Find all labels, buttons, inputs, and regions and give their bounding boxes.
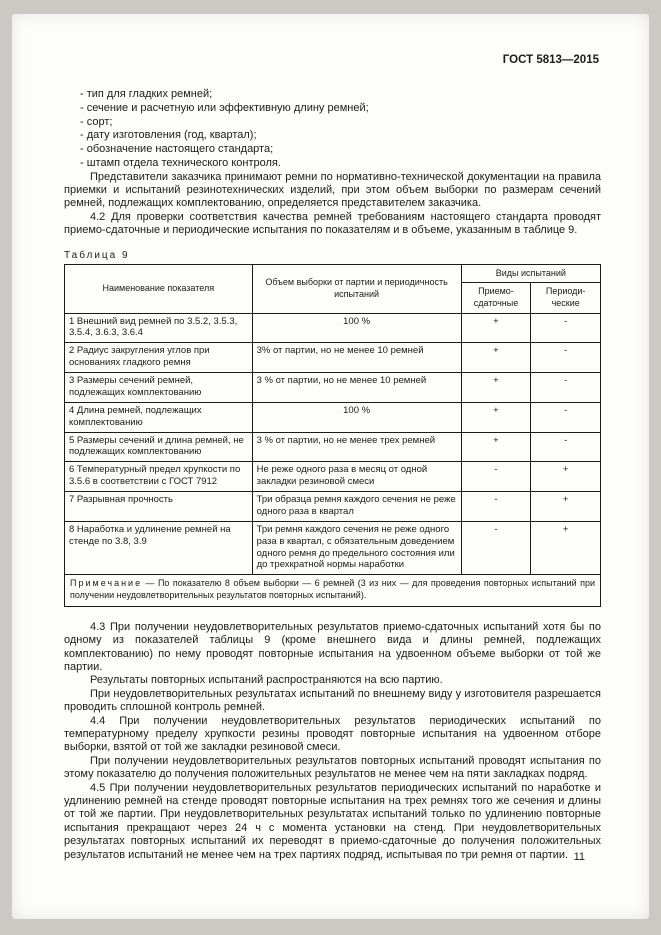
table-row xyxy=(65,521,601,575)
note-label: Примечание xyxy=(70,578,143,589)
paragraph-customer-acceptance: Представители заказчика принимают ремни по нормативно-технической документации на правила приемки и испытаний резинотехнических изделий, при этом объем выборки по размерам сечений ремней, подлежащих комплектованию, определяется представителем заказчика. xyxy=(64,170,601,210)
list-item: - штамп отдела технического контроля. xyxy=(80,156,281,169)
list-item: - тип для гладких ремней; xyxy=(80,88,213,100)
cell-indicator: 6 Температурный предел хрупкости по 3.5.6 в соответствии с ГОСТ 7912 xyxy=(65,462,253,492)
header-periodic-tests: Периоди-ческие xyxy=(531,283,601,313)
cell-indicator: 7 Разрывная прочность xyxy=(65,492,253,522)
document-page xyxy=(12,14,649,919)
cell-acceptance: - xyxy=(461,462,531,492)
cell-acceptance: + xyxy=(461,343,531,373)
table-row xyxy=(65,402,601,432)
cell-indicator: 2 Радиус закругления углов при основаниях гладкого ремня xyxy=(65,343,253,373)
cell-periodic: - xyxy=(531,313,601,343)
note-text: — По показателю 8 объем выборки — 6 ремней (3 из них — для проведения повторных испытаний при получении неудовлетворительных результатов повторных испытаний). xyxy=(70,578,595,601)
table-row xyxy=(65,343,601,373)
header-test-types-group: Виды испытаний xyxy=(461,264,600,283)
cell-periodic: + xyxy=(531,521,601,575)
cell-periodic: - xyxy=(531,432,601,462)
list-item: - дату изготовления (год, квартал); xyxy=(80,129,257,142)
cell-periodic: - xyxy=(531,402,601,432)
cell-acceptance: + xyxy=(461,402,531,432)
cell-volume: Три ремня каждого сечения не реже одного раза в квартал, с обязательным доведением одного ремня до предельного состояния или до трехкратной нормы наработки xyxy=(252,521,461,575)
paragraph-repeat-tests: При получении неудовлетворительных результатов повторных испытаний проводят испытания по этому показателю до получения положительных результатов не менее чем на пяти закладках подряд. xyxy=(64,754,601,781)
cell-periodic: - xyxy=(531,373,601,403)
cell-indicator: 5 Размеры сечений и длина ремней, не подлежащих комплектованию xyxy=(65,432,253,462)
paragraph-4-2: 4.2 Для проверки соответствия качества ремней требованиям настоящего стандарта проводят приемо-сдаточные и периодические испытания по показателям и в объеме, указанным в таблице 9. xyxy=(64,210,601,237)
list-item: - обозначение настоящего стандарта; xyxy=(80,143,274,155)
table-row xyxy=(65,313,601,343)
cell-acceptance: + xyxy=(461,313,531,343)
cell-periodic: + xyxy=(531,462,601,492)
paragraph-4-5: 4.5 При получении неудовлетворительных результатов периодических испытаний по наработке и удлинению ремней на стенде проводят повторные испытания на трех ремнях того же сечения и длины от той же партии. При неудовлетворительных результатах испытаний только по удлинению повторные испытания прекращают через 24 ч с момента установки на стенд. При неудовлетворительных результатах повторных испытаний их переводят в приемо-сдаточные до получения положительных результатов испытаний не менее чем на трех партиях подряд, испытывая по три ремня от партии. xyxy=(64,781,601,861)
cell-volume: 3 % от партии, но не менее 10 ремней xyxy=(252,373,461,403)
paragraph-4-4: 4.4 При получении неудовлетворительных результатов периодических испытаний по температурному пределу хрупкости резины проводят повторные испытания на удвоенном отборе выборки, взятой от той же закладки резиновой смеси. xyxy=(64,714,601,754)
paragraph-appearance-control: При неудовлетворительных результатах испытаний по внешнему виду у изготовителя разрешается проводить сплошной контроль ремней. xyxy=(64,687,601,714)
cell-indicator: 1 Внешний вид ремней по 3.5.2, 3.5.3, 3.5.4, 3.6.3, 3.6.4 xyxy=(65,313,253,343)
cell-volume: 3% от партии, но не менее 10 ремней xyxy=(252,343,461,373)
doc-code-header: ГОСТ 5813—2015 xyxy=(502,54,599,66)
table-row xyxy=(65,373,601,403)
cell-acceptance: + xyxy=(461,432,531,462)
cell-indicator: 3 Размеры сечений ремней, подлежащих комплектованию xyxy=(65,373,253,403)
cell-volume: 100 % xyxy=(252,313,461,343)
cell-volume: 3 % от партии, но не менее трех ремней xyxy=(252,432,461,462)
table-note-row xyxy=(65,575,601,606)
table-row xyxy=(65,462,601,492)
header-sample-volume: Объем выборки от партии и периодичность испытаний xyxy=(252,264,461,313)
cell-volume: 100 % xyxy=(252,402,461,432)
cell-volume: Не реже одного раза в месяц от одной закладки резиновой смеси xyxy=(252,462,461,492)
cell-indicator: 4 Длина ремней, подлежащих комплектованию xyxy=(65,402,253,432)
tests-table xyxy=(64,264,601,607)
cell-acceptance: - xyxy=(461,492,531,522)
cell-acceptance: + xyxy=(461,373,531,403)
page-number: 11 xyxy=(573,851,585,863)
table-note xyxy=(65,575,601,606)
cell-indicator: 8 Наработка и удлинение ремней на стенде по 3.8, 3.9 xyxy=(65,521,253,575)
header-indicator-name: Наименование показателя xyxy=(65,264,253,313)
list-item: - сорт; xyxy=(80,115,113,128)
paragraph-4-3: 4.3 При получении неудовлетворительных результатов приемо-сдаточных испытаний хотя бы по одному из показателей таблицы 9 (кроме внешнего вида и длины ремней, подлежащих комплектованию) по нему проводят повторные испытания на удвоенном объеме выборки от той же партии. xyxy=(64,620,601,673)
table-header-row xyxy=(65,264,601,283)
list-item: - сечение и расчетную или эффективную длину ремней; xyxy=(80,101,369,114)
marking-requirements-list xyxy=(64,88,601,171)
cell-periodic: + xyxy=(531,492,601,522)
table-row xyxy=(65,432,601,462)
cell-acceptance: - xyxy=(461,521,531,575)
after-table-text xyxy=(64,621,601,862)
cell-volume: Три образца ремня каждого сечения не реже одного раза в квартал xyxy=(252,492,461,522)
cell-periodic: - xyxy=(531,343,601,373)
paragraph-results: Результаты повторных испытаний распространяются на всю партию. xyxy=(90,674,443,687)
table-caption: Таблица 9 xyxy=(64,249,130,261)
table-row xyxy=(65,492,601,522)
header-acceptance-tests: Приемо-сдаточные xyxy=(461,283,531,313)
